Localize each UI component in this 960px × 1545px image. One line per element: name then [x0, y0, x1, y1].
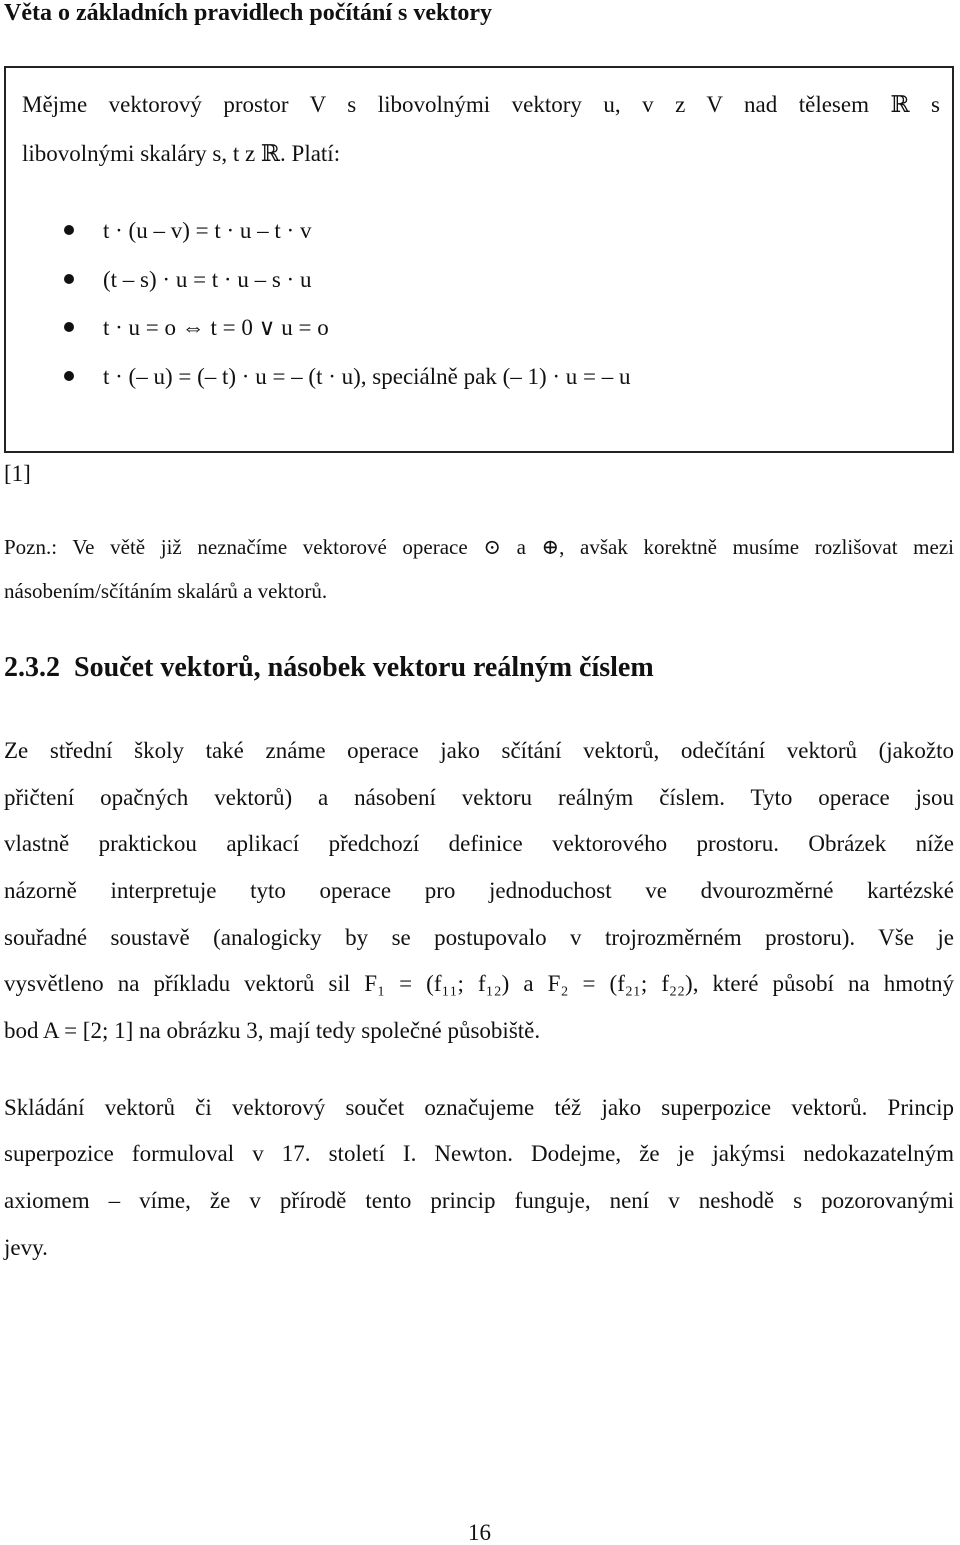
- theorem-rule-2: (t – s) · u = t · u – s · u: [103, 267, 312, 292]
- section-title: Součet vektorů, násobek vektoru reálným číslem: [74, 652, 654, 683]
- theorem-intro-line-2: libovolnými skaláry s, t z ℝ. Platí:: [22, 141, 341, 166]
- paragraph-1-line-5: souřadné soustavě (analogicky by se postupovalo v trojrozměrném prostoru). Vše je: [4, 925, 954, 950]
- theorem-rule-1: t · (u – v) = t · u – t · v: [103, 218, 312, 243]
- paragraph-2-line-2: superpozice formuloval v 17. století I. Newton. Dodejme, že je jakýmsi nedokazatelným: [4, 1141, 954, 1166]
- note-line-2: násobením/sčítáním skalárů a vektorů.: [4, 579, 328, 603]
- bullet-icon: [64, 274, 74, 284]
- paragraph-1-line-3: vlastně praktickou aplikací předchozí definice vektorového prostoru. Obrázek níže: [4, 831, 954, 856]
- paragraph-2-line-4: jevy.: [4, 1235, 48, 1260]
- bullet-icon: [64, 371, 74, 381]
- bullet-icon: [64, 225, 74, 235]
- section-heading: [4, 654, 654, 682]
- theorem-intro-line-1: Mějme vektorový prostor V s libovolnými vektory u, v z V nad tělesem ℝ s: [22, 92, 940, 117]
- paragraph-2-line-1: Skládání vektorů či vektorový součet označujeme též jako superpozice vektorů. Princip: [4, 1095, 954, 1120]
- citation: [1]: [4, 461, 31, 486]
- paragraph-1-line-1: Ze střední školy také známe operace jako sčítání vektorů, odečítání vektorů (jakožto: [4, 738, 954, 763]
- paragraph-2-line-3: axiomem – víme, že v přírodě tento princip funguje, není v neshodě s pozorovanými: [4, 1188, 954, 1213]
- paragraph-1-line-4: názorně interpretuje tyto operace pro jednoduchost ve dvourozměrné kartézské: [4, 878, 954, 903]
- note-line-1: Pozn.: Ve větě již neznačíme vektorové operace ⊙ a ⊕, avšak korektně musíme rozlišovat mezi: [4, 535, 954, 559]
- page-number: 16: [468, 1520, 491, 1545]
- bullet-icon: [64, 322, 74, 332]
- paragraph-1-line-7: bod A = [2; 1] na obrázku 3, mají tedy společné působiště.: [4, 1018, 541, 1043]
- theorem-box: [4, 66, 954, 453]
- page-heading: Věta o základních pravidlech počítání s vektory: [4, 0, 493, 26]
- paragraph-1-line-2: přičtení opačných vektorů) a násobení vektoru reálným číslem. Tyto operace jsou: [4, 785, 954, 810]
- theorem-rule-4: t · (– u) = (– t) · u = – (t · u), speciálně pak (– 1) · u = – u: [103, 364, 631, 389]
- section-number: 2.3.2: [4, 652, 60, 683]
- theorem-rule-3: t · u = o ⇔ t = 0 ∨ u = o: [103, 315, 329, 340]
- paragraph-1-line-6: vysvětleno na příkladu vektorů sil F₁ = (f₁₁; f₁₂) a F₂ = (f₂₁; f₂₂), které působí na hmotný: [4, 971, 954, 996]
